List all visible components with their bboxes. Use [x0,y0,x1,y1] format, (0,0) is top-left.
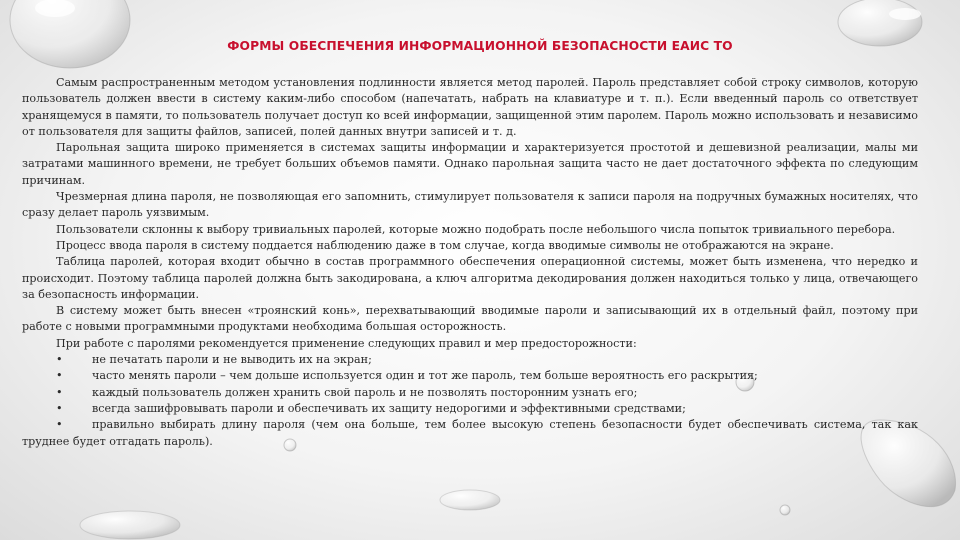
paragraph: Процесс ввода пароля в систему поддается наблюдению даже в том случае, когда вводимые символы не отображаются на экране. [56,238,834,252]
water-drop-bottom-left [80,511,180,539]
list-item [22,368,918,384]
paragraph: Самым распространенным методом установления подлинности является метод паролей. Пароль представляет собой строку символов, которую пользователь должен ввести в систему каким-либо способом (напечатать, набрать на клавиатуре и т. п.). Если введенный пароль со ответствует хранящемуся в памяти, то пользователь получает доступ ко всей информации, защищенной этим паролем. Пароль можно использовать и независимо от пользователя для защиты файлов, записей, полей данных внутри записей и т. д. [22,76,918,138]
bullet-marker: • [56,418,63,432]
list-item-text: каждый пользователь должен хранить свой пароль и не позволять посторонним узнать его; [92,385,638,399]
water-drop-bottom-middle [440,490,500,510]
water-drop-large-top-left [10,0,130,68]
water-drop-small-lower [780,505,790,515]
list-item [22,401,918,417]
paragraph: Пользователи склонны к выбору тривиальных паролей, которые можно подобрать после небольшого числа попыток тривиального перебора. [56,222,896,236]
paragraph: В систему может быть внесен «троянский конь», перехватывающий вводимые пароли и записывающий их в отдельный файл, поэтому при работе с новыми программными продуктами необходима большая осторожность. [22,304,918,334]
bullet-marker: • [56,385,63,399]
list-item-text: часто менять пароли – чем дольше используется один и тот же пароль, тем больше вероятность его раскрытия; [92,369,758,383]
bullet-marker: • [56,353,63,367]
list-item-text: не печатать пароли и не выводить их на экран; [92,353,372,367]
list-item-text: правильно выбирать длину пароля (чем она больше, тем более высокую степень безопасности будет обеспечивать система, так как труднее будет отгадать пароль). [22,418,918,448]
slide-title: ФОРМЫ ОБЕСПЕЧЕНИЯ ИНФОРМАЦИОННОЙ БЕЗОПАСНОСТИ ЕАИС ТО [227,39,733,53]
list-item-text: всегда зашифровывать пароли и обеспечивать их защиту недорогими и эффективными средствами; [92,401,686,415]
bullet-marker: • [56,369,63,383]
paragraph: Таблица паролей, которая входит обычно в состав программного обеспечения операционной системы, может быть изменена, что нередко и происходит. Поэтому таблица паролей должна быть закодирована, а ключ алгоритма декодирования должен находиться только у лица, отвечающего за безопасность информации. [22,255,918,301]
bullet-marker: • [56,401,63,415]
slide-body [22,75,918,450]
list-item [22,385,918,401]
paragraph: Парольная защита широко применяется в системах защиты информации и характеризуется простотой и дешевизной реализации, малы ми затратами машинного времени, не требует больших объемов памяти. Однако парольная защита часто не дает достаточного эффекта по следующим причинам. [22,141,918,187]
list-item [22,352,918,368]
paragraph: Чрезмерная длина пароля, не позволяющая его запомнить, стимулирует пользователя к записи пароля на подручных бумажных носителях, что сразу делает пароль уязвимым. [22,190,918,220]
paragraph: При работе с паролями рекомендуется применение следующих правил и мер предосторожности: [56,336,637,350]
list-item [22,417,918,450]
